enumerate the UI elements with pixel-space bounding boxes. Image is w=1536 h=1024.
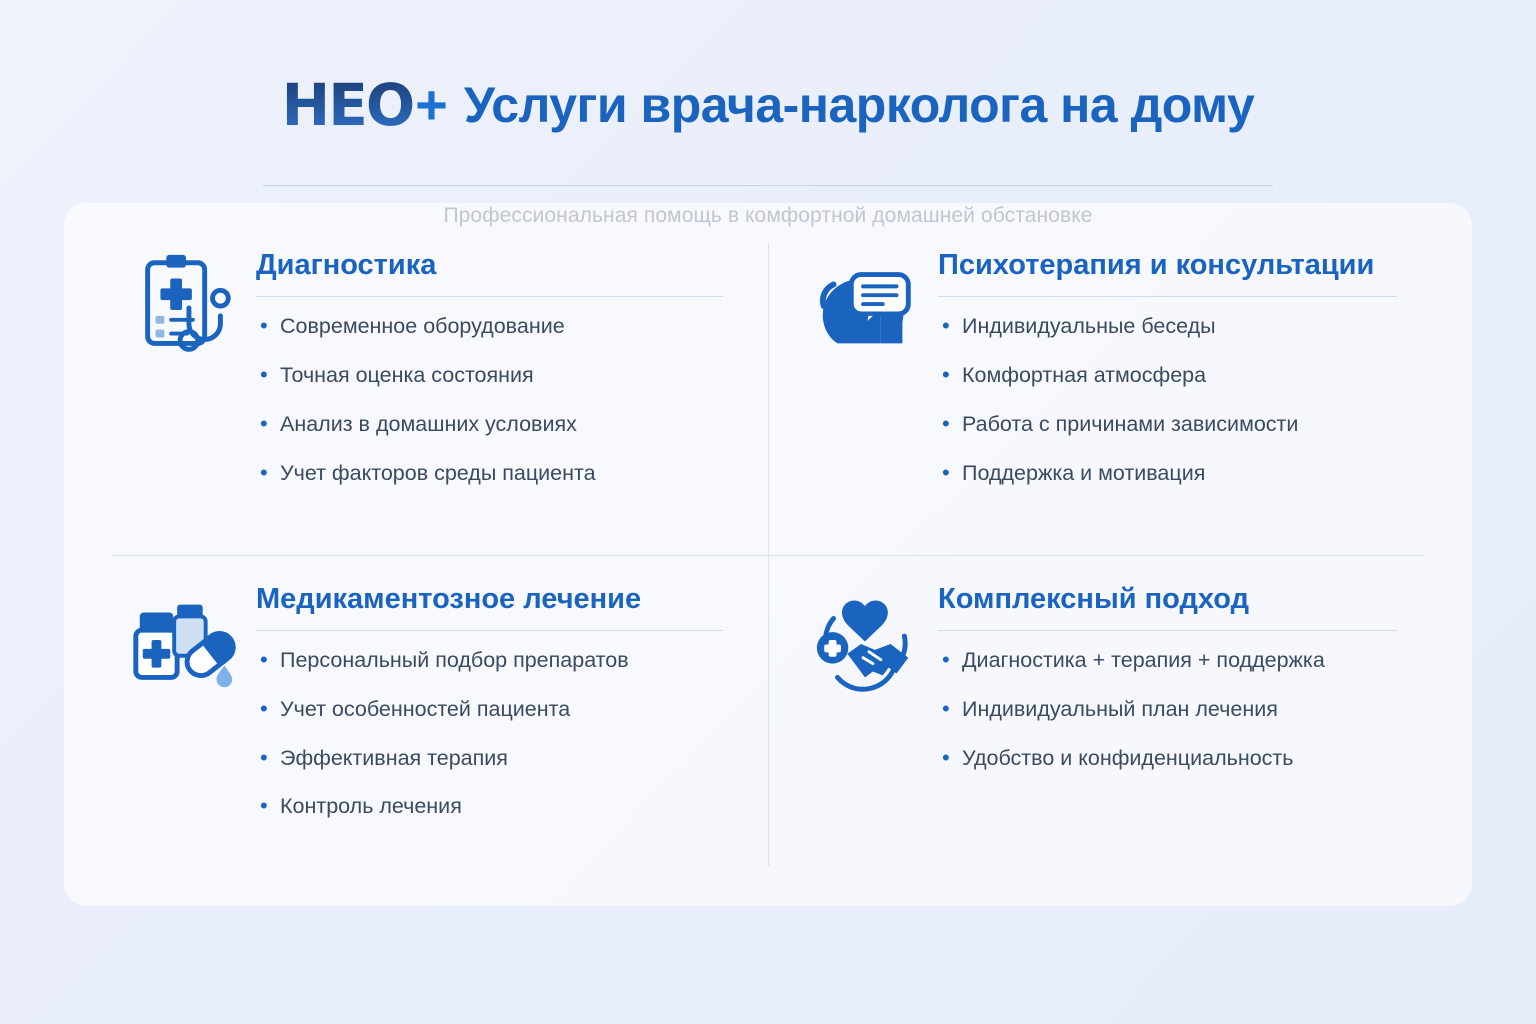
list-item: • Удобство и конфиденциальность xyxy=(938,745,1416,772)
service-feature-list xyxy=(938,647,1416,772)
service-title-divider xyxy=(938,296,1397,297)
services-card xyxy=(64,203,1472,906)
list-item: • Индивидуальный план лечения xyxy=(938,696,1416,723)
list-item: • Современное оборудование xyxy=(256,313,742,340)
services-grid xyxy=(64,203,1472,906)
clipboard-stethoscope-icon xyxy=(120,243,250,367)
service-title-divider xyxy=(938,630,1397,631)
list-item: • Индивидуальные беседы xyxy=(938,313,1416,340)
service-title: Медикаментозное лечение xyxy=(256,582,642,615)
heart-handshake-cross-icon xyxy=(802,577,932,701)
brand-logo xyxy=(281,70,446,139)
medication-bottles-pill-icon xyxy=(120,577,250,701)
list-item: • Точная оценка состояния xyxy=(256,362,742,389)
service-body xyxy=(250,577,742,821)
service-title: Комплексный подход xyxy=(938,582,1249,615)
service-title-divider xyxy=(256,630,723,631)
service-block-psychotherapy xyxy=(768,221,1442,555)
service-title-divider xyxy=(256,296,723,297)
title-row xyxy=(64,42,1472,167)
list-item: • Персональный подбор препаратов xyxy=(256,647,742,674)
list-item: • Учет особенностей пациента xyxy=(256,696,742,723)
service-body xyxy=(250,243,742,487)
head-speech-bubble-icon xyxy=(802,243,932,367)
service-title: Психотерапия и консультации xyxy=(938,249,1375,281)
list-item: • Диагностика + терапия + поддержка xyxy=(938,647,1416,674)
page-title: Услуги врача-нарколога на дому xyxy=(463,76,1255,133)
list-item: • Контроль лечения xyxy=(256,793,742,820)
title-divider xyxy=(263,185,1273,186)
service-title: Диагностика xyxy=(256,249,437,281)
service-block-medication xyxy=(94,555,768,889)
list-item: • Поддержка и мотивация xyxy=(938,460,1416,487)
list-item: • Анализ в домашних условиях xyxy=(256,411,742,438)
service-feature-list xyxy=(256,313,742,487)
service-block-complex-approach xyxy=(768,555,1442,889)
list-item: • Работа с причинами зависимости xyxy=(938,411,1416,438)
list-item: • Комфортная атмосфера xyxy=(938,362,1416,389)
service-feature-list xyxy=(938,313,1416,487)
brand-logo-text: HEO xyxy=(281,70,414,139)
service-block-diagnostics xyxy=(94,221,768,555)
service-body xyxy=(932,577,1416,772)
service-feature-list xyxy=(256,647,742,821)
list-item: • Учет факторов среды пациента xyxy=(256,460,742,487)
plus-icon: + xyxy=(415,72,446,136)
header xyxy=(0,0,1536,228)
list-item: • Эффективная терапия xyxy=(256,745,742,772)
service-body xyxy=(932,243,1416,487)
